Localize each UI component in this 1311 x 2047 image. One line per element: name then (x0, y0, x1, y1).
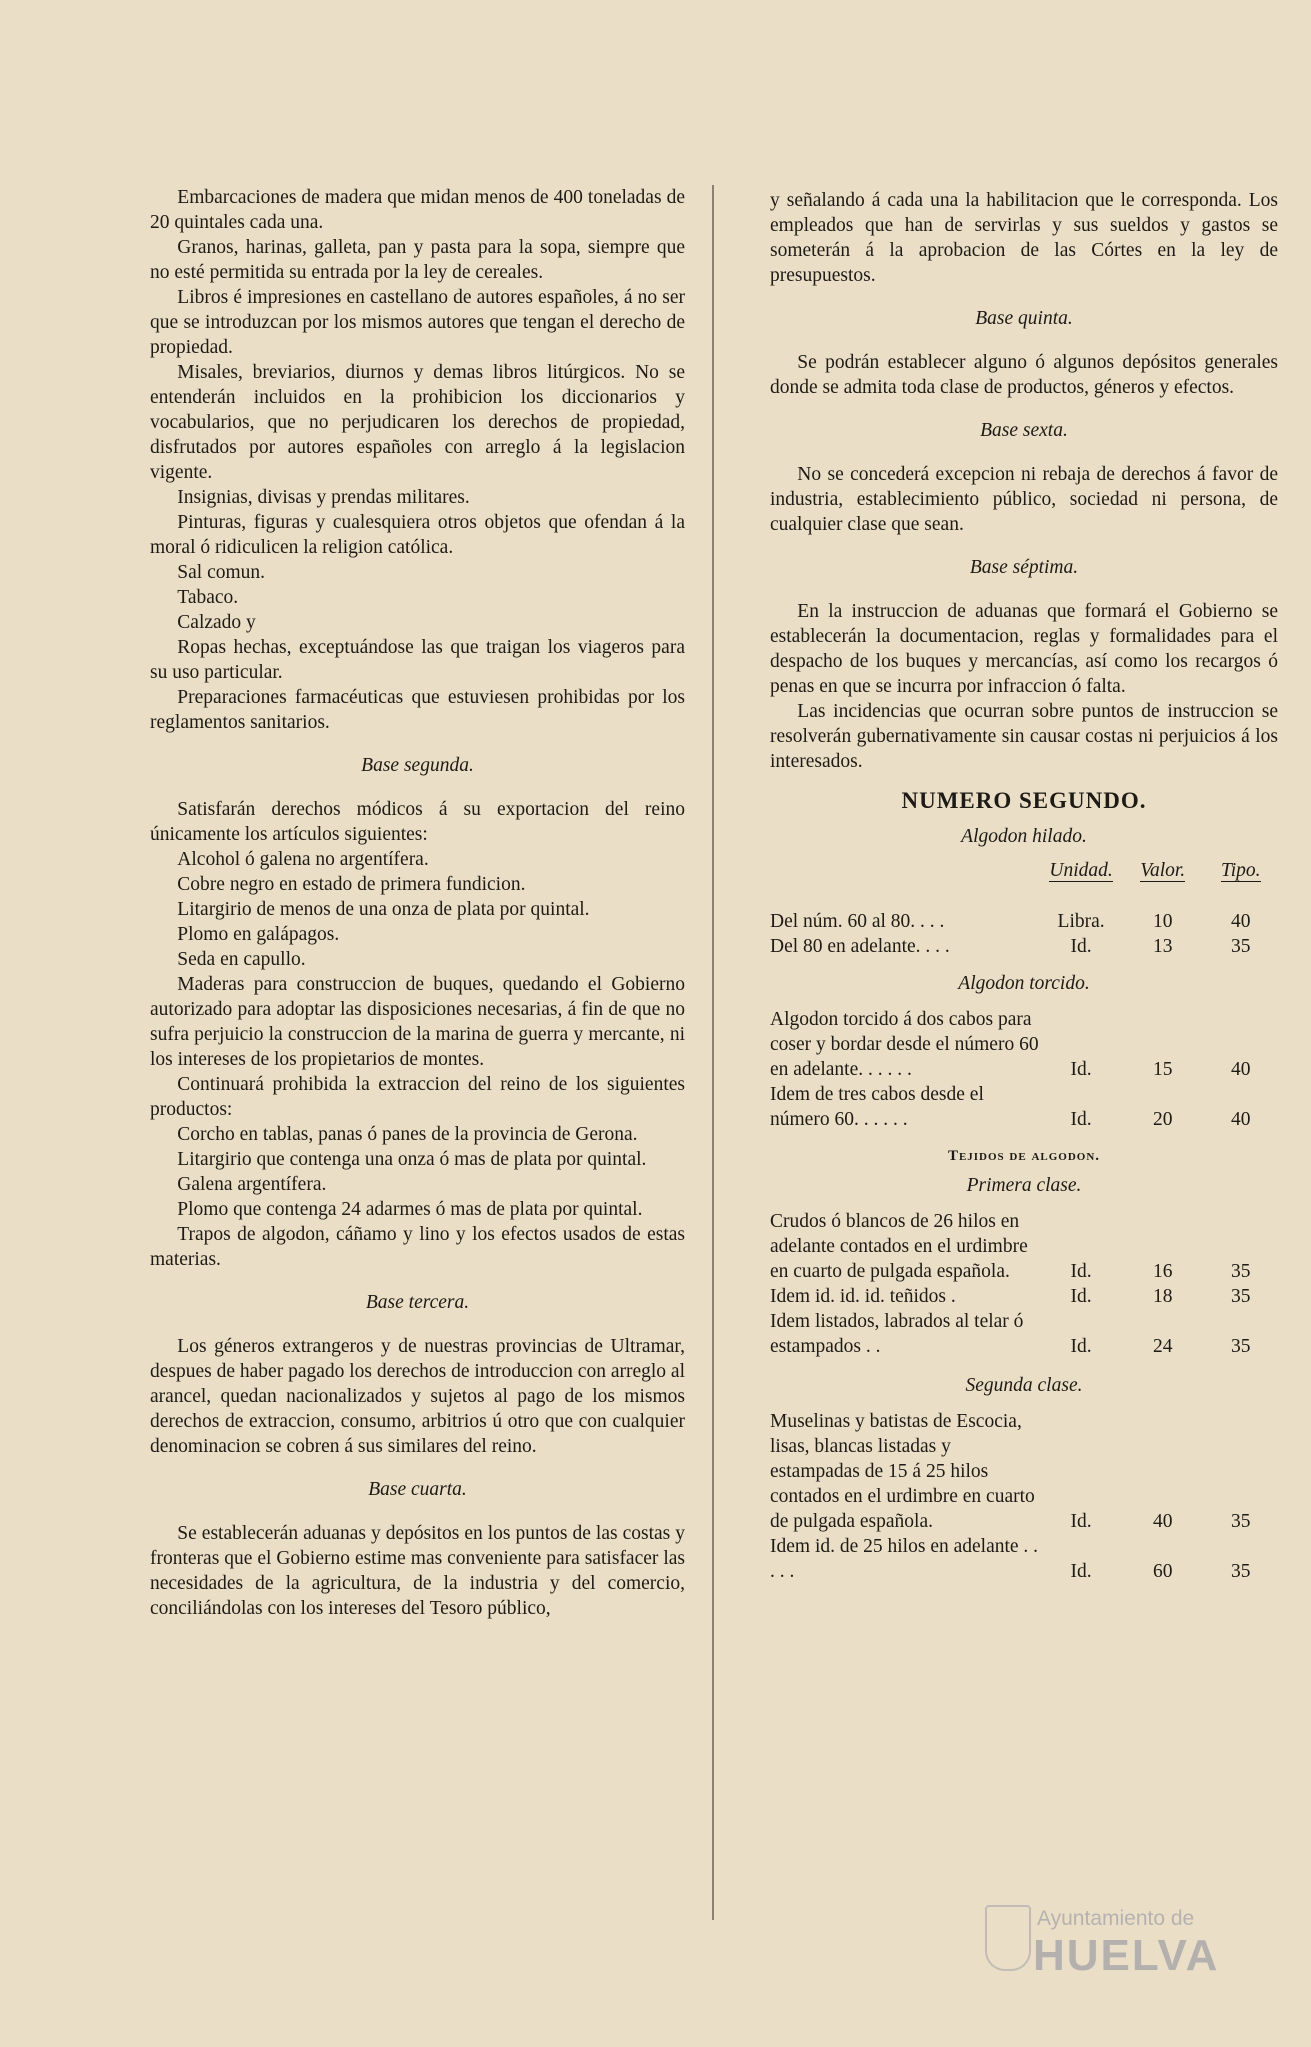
row-unit: Id. (1070, 1109, 1092, 1130)
logo-line1: Ayuntamiento de (1037, 1907, 1195, 1930)
row-description: Idem id. id. id. teñidos . (770, 1286, 956, 1307)
row-unit: Id. (1070, 1286, 1092, 1307)
row-unit: Id. (1070, 1511, 1092, 1532)
row-type: 35 (1231, 1561, 1251, 1582)
column-header: Tipo. (1220, 860, 1261, 881)
table-row (770, 1007, 1278, 1082)
section-heading: Base sexta. (980, 420, 1068, 441)
row-description: Muselinas y batistas de Escocia, lisas, blancas listadas y estampadas de 15 á 25 hilos contados en el urdimbre en cuarto de pulgada española. (770, 1411, 1035, 1532)
right-column (770, 188, 1278, 1584)
table-row (770, 1309, 1278, 1359)
row-unit: Id. (1070, 1336, 1092, 1357)
section-heading: Base séptima. (969, 557, 1079, 578)
ayuntamiento-huelva-logo (985, 1905, 1235, 1990)
crest-icon (985, 1905, 1031, 1971)
table-row (770, 1534, 1278, 1584)
paragraph: Las incidencias que ocurran sobre puntos de instruccion se resolverán gubernativamente sin causar costas ni perjuicios á los interesados. (770, 701, 1278, 772)
paragraph: Preparaciones farmacéuticas que estuviesen prohibidas por los reglamentos sanitarios. (150, 687, 685, 733)
table-row (770, 1209, 1278, 1284)
paragraph: Libros é impresiones en castellano de autores españoles, á no ser que se introduzcan por los mismos autores que tengan el derecho de propiedad. (150, 287, 685, 358)
section-heading: Base segunda. (361, 755, 474, 776)
paragraph: Se establecerán aduanas y depósitos en los puntos de las costas y fronteras que el Gobierno estime mas conveniente para satisfacer las necesidades de la agricultura, de la industria y del comercio, conciliándolas con los intereses del Tesoro público, (150, 1523, 685, 1619)
subsection-heading: Algodon hilado. (961, 826, 1087, 847)
numero-heading: NUMERO SEGUNDO. (901, 788, 1147, 813)
paragraph: Continuará prohibida la extraccion del reino de los siguientes productos: (150, 1074, 685, 1120)
paragraph: Tabaco. (177, 587, 239, 608)
row-value: 18 (1152, 1286, 1173, 1307)
row-unit: Id. (1070, 1561, 1092, 1582)
row-unit: Id. (1070, 1261, 1092, 1282)
row-type: 40 (1231, 1109, 1251, 1130)
row-value: 24 (1152, 1336, 1173, 1357)
paragraph: y señalando á cada una la habilitacion que le corresponda. Los empleados que han de servirlas y sus sueldos y gastos se someterán á la aprobacion de las Córtes en la ley de presupuestos. (770, 190, 1278, 286)
paragraph: Los géneros extrangeros y de nuestras provincias de Ultramar, despues de haber pagado los derechos de introduccion con arreglo al arancel, quedan nacionalizados y sujetos al pago de los mismos derechos de extraccion, consumo, arbitrios ú otro que con cualquier denominacion se cobren á sus similares del reino. (150, 1336, 685, 1457)
row-description: Idem id. de 25 hilos en adelante . . . . . (770, 1536, 1039, 1582)
subsection-heading: Algodon torcido. (958, 973, 1090, 994)
column-header: Unidad. (1049, 860, 1113, 881)
paragraph: Insignias, divisas y prendas militares. (177, 487, 470, 508)
paragraph: Plomo que contenga 24 adarmes ó mas de plata por quintal. (177, 1199, 643, 1220)
paragraph: Sal comun. (177, 562, 266, 583)
row-type: 40 (1231, 911, 1251, 932)
paragraph: Litargirio que contenga una onza ó mas de plata por quintal. (177, 1149, 647, 1170)
row-type: 35 (1231, 1286, 1251, 1307)
row-description: Idem listados, labrados al telar ó estampados . . (770, 1311, 1024, 1357)
table-header-row (770, 858, 1278, 887)
row-type: 40 (1231, 1059, 1251, 1080)
row-unit: Id. (1070, 1059, 1092, 1080)
column-header: Valor. (1140, 860, 1186, 881)
paragraph: Trapos de algodon, cáñamo y lino y los efectos usados de estas materias. (150, 1224, 685, 1270)
tariff-table-segunda (770, 1409, 1278, 1584)
row-type: 35 (1231, 1511, 1251, 1532)
section-heading: Base cuarta. (368, 1479, 467, 1500)
paragraph: Seda en capullo. (177, 949, 306, 970)
row-description: Algodon torcido á dos cabos para coser y bordar desde el número 60 en adelante. . . . . . (770, 1009, 1039, 1080)
paragraph: Pinturas, figuras y cualesquiera otros objetos que ofendan á la moral ó ridiculicen la religion católica. (150, 512, 685, 558)
row-value: 20 (1152, 1109, 1173, 1130)
paragraph: Granos, harinas, galleta, pan y pasta para la sopa, siempre que no esté permitida su entrada por la ley de cereales. (150, 237, 685, 283)
table-row (770, 909, 1278, 934)
section-heading: Base quinta. (975, 308, 1073, 329)
section-heading: Base tercera. (365, 1292, 470, 1313)
row-type: 35 (1231, 1261, 1251, 1282)
paragraph: Ropas hechas, exceptuándose las que traigan los viageros para su uso particular. (150, 637, 685, 683)
subsection-heading: Segunda clase. (965, 1375, 1083, 1396)
tejidos-heading: Tejidos de algodon. (947, 1148, 1101, 1164)
row-description: Crudos ó blancos de 26 hilos en adelante contados en el urdimbre en cuarto de pulgada española. (770, 1211, 1028, 1282)
row-description: Idem de tres cabos desde el número 60. . . . . . (770, 1084, 984, 1130)
tariff-table-hilado (770, 858, 1278, 959)
row-unit: Id. (1070, 936, 1092, 957)
paragraph: Misales, breviarios, diurnos y demas libros litúrgicos. No se entenderán incluidos en la prohibicion los diccionarios y vocabularios, que no perjudicaren los derechos de propiedad, disfrutados por autores españoles con arreglo á la legislacion vigente. (150, 362, 685, 483)
paragraph: Se podrán establecer alguno ó algunos depósitos generales donde se admita toda clase de productos, géneros y efectos. (770, 352, 1278, 398)
tariff-table-primera (770, 1209, 1278, 1359)
row-type: 35 (1231, 936, 1251, 957)
row-description: Del núm. 60 al 80. . . . (770, 911, 945, 932)
paragraph: En la instruccion de aduanas que formará el Gobierno se establecerán la documentacion, reglas y formalidades para el despacho de los buques y mercancías, así como los recargos ó penas en que se incurra por infraccion ó falta. (770, 601, 1278, 697)
table-row (770, 934, 1278, 959)
paragraph: Corcho en tablas, panas ó panes de la provincia de Gerona. (177, 1124, 638, 1145)
logo-line2: HUELVA (1033, 1931, 1220, 1980)
paragraph: Embarcaciones de madera que midan menos de 400 toneladas de 20 quintales cada una. (150, 187, 685, 233)
paragraph: Satisfarán derechos módicos á su exportacion del reino únicamente los artículos siguientes: (150, 799, 685, 845)
row-value: 16 (1152, 1261, 1173, 1282)
row-value: 40 (1152, 1511, 1173, 1532)
paragraph: Alcohol ó galena no argentífera. (177, 849, 429, 870)
table-row (770, 1284, 1278, 1309)
subsection-heading: Primera clase. (966, 1175, 1082, 1196)
left-column (150, 185, 685, 1621)
row-description: Del 80 en adelante. . . . (770, 936, 950, 957)
paragraph: Plomo en galápagos. (177, 924, 340, 945)
paragraph: No se concederá excepcion ni rebaja de derechos á favor de industria, establecimiento público, sociedad ni persona, de cualquier clase que sean. (770, 464, 1278, 535)
paragraph: Calzado y (177, 612, 256, 633)
row-value: 13 (1152, 936, 1173, 957)
row-type: 35 (1231, 1336, 1251, 1357)
paragraph: Cobre negro en estado de primera fundicion. (177, 874, 526, 895)
row-value: 60 (1152, 1561, 1173, 1582)
row-value: 15 (1152, 1059, 1173, 1080)
paragraph: Litargirio de menos de una onza de plata por quintal. (177, 899, 590, 920)
table-row (770, 1082, 1278, 1132)
row-unit: Libra. (1057, 911, 1105, 932)
column-divider (712, 185, 714, 1920)
row-value: 10 (1152, 911, 1173, 932)
paragraph: Galena argentífera. (177, 1174, 327, 1195)
tariff-table-torcido (770, 1007, 1278, 1132)
paragraph: Maderas para construccion de buques, quedando el Gobierno autorizado para adoptar las disposiciones necesarias, á fin de que no sufra perjuicio la construccion de la marina de guerra y mercante, ni los intereses de los propietarios de montes. (150, 974, 685, 1070)
table-row (770, 1409, 1278, 1534)
